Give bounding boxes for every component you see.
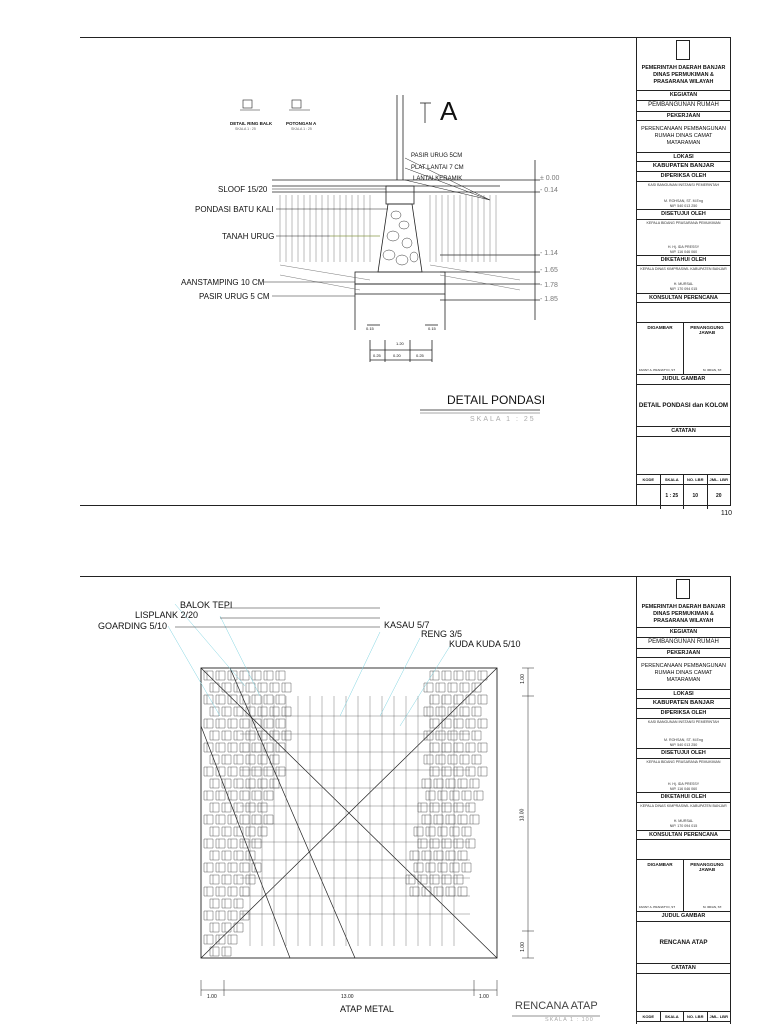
sheet-info-header-2: KODE SKALA NO. LBR JML. LBR xyxy=(637,1012,730,1022)
judul-label: JUDUL GAMBAR xyxy=(637,375,730,385)
disetujui-block: KEPALA BIDANG PRASARANA PEMUKIMAN H. Hj. IDA PRESSY NIP. 116 046 060 xyxy=(637,220,730,256)
detail-scale-2: SKALA 1 : 25 xyxy=(291,127,312,131)
catatan-label-2: CATATAN xyxy=(637,964,730,974)
agency-logo xyxy=(637,38,730,64)
judul-value: DETAIL PONDASI dan KOLOM xyxy=(637,385,730,427)
pekerjaan-value: PERENCANAAN PEMBANGUNAN RUMAH DINAS CAMAT MATARAMAN xyxy=(637,121,730,152)
lokasi-label: LOKASI xyxy=(637,153,730,163)
digambar-name: FANNY A. PRANATYO, ST xyxy=(639,368,676,373)
lokasi-value-2: KABUPATEN BANJAR xyxy=(637,699,730,709)
penanggung-name: M. IRFAN, ST. xyxy=(702,368,722,373)
sheet-rencana-atap xyxy=(0,576,768,1024)
callout-lisplank: LISPLANK 2/20 xyxy=(135,610,199,620)
drawing-title: DETAIL PONDASI xyxy=(447,393,546,407)
callout-kasau: KASAU 5/7 xyxy=(384,620,430,630)
dim-c: 0.25 xyxy=(416,353,424,358)
kegiatan-label-2: KEGIATAN xyxy=(637,628,730,638)
title-block-top xyxy=(636,37,731,506)
detail-ring-balk-label: DETAIL RING BALK xyxy=(230,121,273,126)
level-5: - 1.85 xyxy=(540,296,558,303)
diketahui-label: DIKETAHUI OLEH xyxy=(637,256,730,266)
dim-d: 0.15 xyxy=(366,326,374,331)
digambar-name-2: FANNY A. PRANATYO, ST xyxy=(639,905,676,910)
penanggung-label-2: PENANGGUNG JAWAB xyxy=(683,860,730,911)
callout-reng: RENG 3/5 xyxy=(421,629,463,639)
pekerjaan-label: PEKERJAAN xyxy=(637,112,730,122)
kegiatan-value-2: PEMBANGUNAN RUMAH xyxy=(637,638,730,649)
atap-metal-label: ATAP METAL xyxy=(340,1004,394,1014)
kegiatan-value: PEMBANGUNAN RUMAH xyxy=(637,101,730,112)
pekerjaan-value-2: PERENCANAAN PEMBANGUNAN RUMAH DINAS CAMAT MATARAMAN xyxy=(637,658,730,689)
section-letter: A xyxy=(440,96,458,126)
sheet-info-header: KODE SKALA NO. LBR JML. LBR xyxy=(637,475,730,485)
title-block-bottom xyxy=(636,576,731,1024)
callout-goarding: GOARDING 5/10 xyxy=(98,621,168,631)
label-sloof: SLOOF 15/20 xyxy=(218,185,268,194)
layer-label-keramik: LANTAI KERAMIK xyxy=(413,176,463,182)
drawing-scale: SKALA 1 : 25 xyxy=(470,416,536,423)
digambar-label-2: DIGAMBAR xyxy=(647,862,673,868)
label-pondasi: PONDASI BATU KALI xyxy=(195,205,274,214)
label-aanstamping: AANSTAMPING 10 CM xyxy=(181,278,265,287)
drawing-title-2: RENCANA ATAP xyxy=(515,1000,598,1012)
dim-h-right: 1.00 xyxy=(479,994,489,1000)
judul-label-2: JUDUL GAMBAR xyxy=(637,912,730,922)
dim-v-mid: 13.00 xyxy=(519,808,526,822)
catatan-label: CATATAN xyxy=(637,427,730,437)
diperiksa-block-2: KASI BANGUNAN INSTANSI PEMERINTAH M. ROHSAN, ST. M.Eng NIP. 540 013 250 xyxy=(637,719,730,749)
dim-v-bot: 1.00 xyxy=(519,942,526,952)
diperiksa-label: DIPERIKSA OLEH xyxy=(637,172,730,182)
digambar-label: DIGAMBAR xyxy=(647,325,673,331)
kegiatan-label: KEGIATAN xyxy=(637,91,730,101)
dim-h-left: 1.00 xyxy=(207,994,217,1000)
diketahui-block: KEPALA DINAS KIMPRASWIL KABUPATEN BANJAR H. MURSAL NIP. 170 094 015 xyxy=(637,266,730,294)
judul-value-2: RENCANA ATAP xyxy=(637,922,730,964)
layer-label-pasir: PASIR URUG 5CM xyxy=(411,153,463,159)
pekerjaan-label-2: PEKERJAAN xyxy=(637,649,730,659)
drawing-scale-2: SKALA 1 : 100 xyxy=(545,1017,594,1023)
sheet-info-values: 1 : 25 10 20 xyxy=(637,485,730,509)
diketahui-label-2: DIKETAHUI OLEH xyxy=(637,793,730,803)
signature-row xyxy=(637,323,730,375)
callout-balok-tepi: BALOK TEPI xyxy=(180,600,233,610)
dim-a: 0.25 xyxy=(373,353,381,358)
level-4: - 1.78 xyxy=(540,282,558,289)
signature-row-2 xyxy=(637,860,730,912)
disetujui-label-2: DISETUJUI OLEH xyxy=(637,749,730,759)
layer-label-plat: PLAT LANTAI 7 CM xyxy=(411,165,464,171)
detail-ring-balk-figure xyxy=(240,100,310,110)
disetujui-label: DISETUJUI OLEH xyxy=(637,210,730,220)
agency-name-2: PEMERINTAH DAERAH BANJAR DINAS PERMUKIMAN & PRASARANA WILAYAH xyxy=(637,603,730,628)
dim-b: 0.20 xyxy=(393,353,401,358)
lokasi-label-2: LOKASI xyxy=(637,690,730,700)
level-0: ± 0.00 xyxy=(540,175,560,182)
disetujui-block-2: KEPALA BIDANG PRASARANA PEMUKIMAN H. Hj. IDA PRESSY NIP. 116 046 060 xyxy=(637,759,730,793)
label-pasir-urug: PASIR URUG 5 CM xyxy=(199,292,270,301)
dim-e: 0.15 xyxy=(428,326,436,331)
diperiksa-block: KASI BANGUNAN INSTANSI PEMERINTAH M. ROHSAN, ST. M.Eng NIP. 540 013 250 xyxy=(637,182,730,210)
penanggung-label: PENANGGUNG JAWAB xyxy=(683,323,730,374)
diperiksa-label-2: DIPERIKSA OLEH xyxy=(637,709,730,719)
diketahui-block-2: KEPALA DINAS KIMPRASWIL KABUPATEN BANJAR H. MURSAL NIP. 170 094 015 xyxy=(637,803,730,831)
label-tanah-urug: TANAH URUG xyxy=(222,232,275,241)
callout-kuda-kuda: KUDA KUDA 5/10 xyxy=(449,639,521,649)
logo-emblem-icon xyxy=(676,579,690,599)
dim-total: 1.20 xyxy=(396,341,404,346)
logo-emblem-icon xyxy=(676,40,690,60)
lokasi-value: KABUPATEN BANJAR xyxy=(637,162,730,172)
penanggung-name-2: M. IRFAN, ST. xyxy=(702,905,722,910)
level-3: - 1.65 xyxy=(540,267,558,274)
potongan-a-label: POTONGAN A xyxy=(286,121,317,126)
dim-h-mid: 13.00 xyxy=(341,994,354,1000)
konsultan-label-2: KONSULTAN PERENCANA xyxy=(637,831,730,841)
level-2: - 1.14 xyxy=(540,250,558,257)
dim-v-top: 1.00 xyxy=(519,674,526,684)
level-1: - 0.14 xyxy=(540,187,558,194)
agency-name: PEMERINTAH DAERAH BANJAR DINAS PERMUKIMAN & PRASARANA WILAYAH xyxy=(637,64,730,91)
detail-scale-1: SKALA 1 : 25 xyxy=(235,127,256,131)
page-number: 110 xyxy=(720,510,732,517)
konsultan-label: KONSULTAN PERENCANA xyxy=(637,294,730,304)
agency-logo-2 xyxy=(637,577,730,603)
